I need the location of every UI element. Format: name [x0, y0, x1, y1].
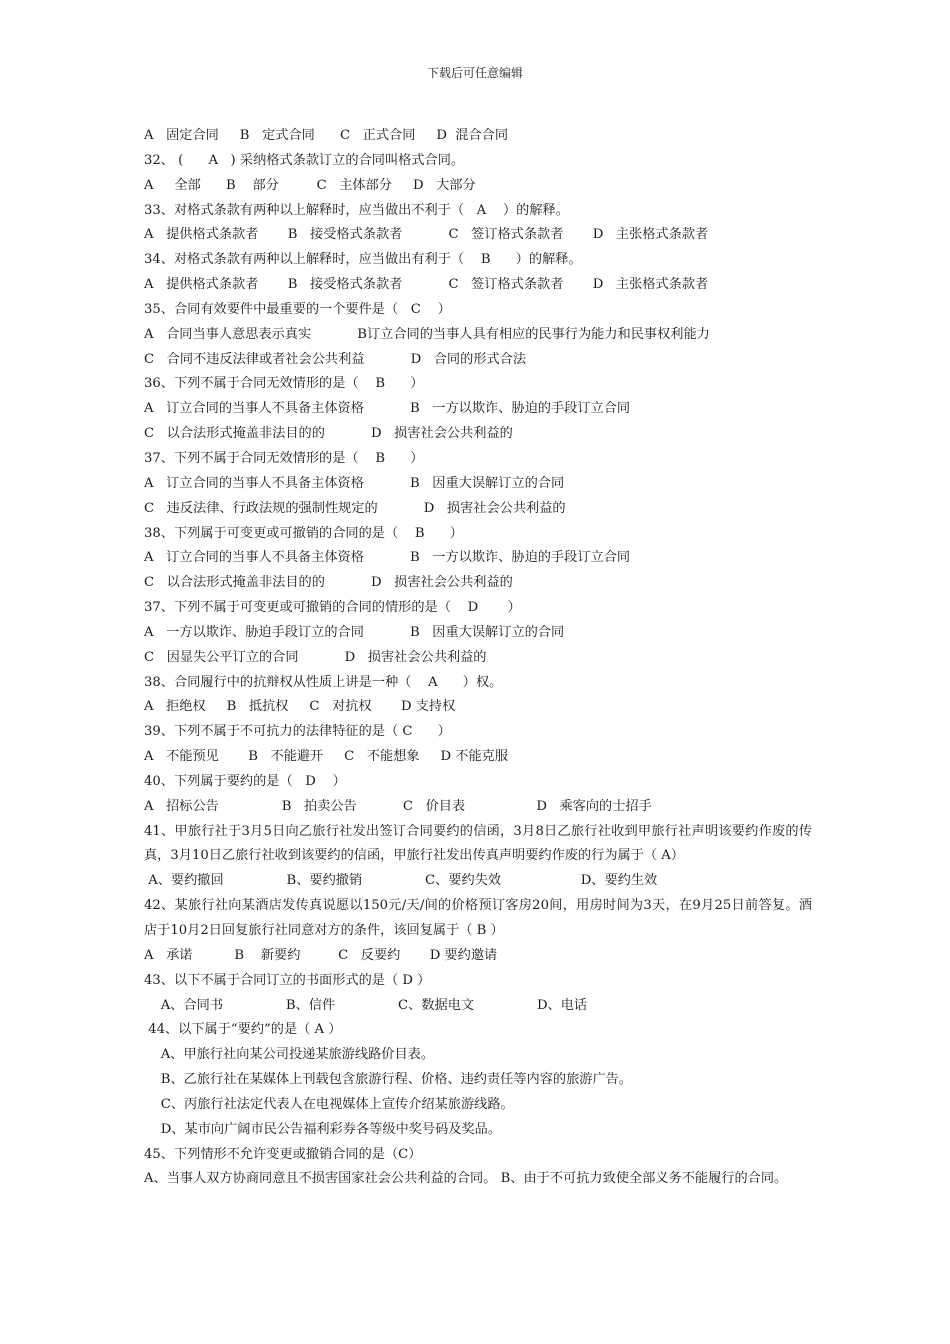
options-35-ab: A 合同当事人意思表示真实 B订立合同的当事人具有相应的民事行为能力和民事权利能力: [144, 326, 710, 342]
options-37-cd: C 违反法律、行政法规的强制性规定的 D 损害社会公共利益的: [144, 500, 566, 516]
question-37: 37、下列不属于合同无效情形的是（ B ）: [144, 450, 424, 466]
options-42: A 承诺 B 新要约 C 反要约 D 要约邀请: [144, 947, 498, 963]
options-36-cd: C 以合法形式掩盖非法目的的 D 损害社会公共利益的: [144, 426, 513, 442]
option-44-b: B、乙旅行社在某媒体上刊载包含旅游行程、价格、违约责任等内容的旅游广告。: [144, 1072, 633, 1088]
options-38-ab: A 订立合同的当事人不具备主体资格 B 一方以欺诈、胁迫的手段订立合同: [144, 550, 631, 566]
options-37b-cd: C 因显失公平订立的合同 D 损害社会公共利益的: [144, 649, 487, 665]
document-body: [144, 124, 812, 1192]
question-45: 45、下列情形不允许变更或撤销合同的是（C）: [144, 1146, 422, 1162]
question-35: 35、合同有效要件中最重要的一个要件是（ C ）: [144, 301, 451, 317]
question-39: 39、下列不属于不可抗力的法律特征的是（ C ）: [144, 724, 451, 740]
option-44-c: C、丙旅行社法定代表人在电视媒体上宣传介绍某旅游线路。: [144, 1096, 514, 1112]
question-33: 33、对格式条款有两种以上解释时，应当做出不利于（ A ）的解释。: [144, 202, 569, 218]
options-43: A、合同书 B、信件 C、数据电文 D、电话: [144, 997, 588, 1013]
question-37b: 37、下列不属于可变更或可撤销的合同的情形的是（ D ）: [144, 600, 521, 616]
option-44-d: D、某市向广阔市民公告福利彩券各等级中奖号码及奖品。: [144, 1121, 502, 1137]
options-39: A 不能预见 B 不能避开 C 不能想象 D 不能克服: [144, 749, 509, 765]
option-44-a: A、甲旅行社向某公司投递某旅游线路价目表。: [144, 1047, 435, 1063]
options-36-ab: A 订立合同的当事人不具备主体资格 B 一方以欺诈、胁迫的手段订立合同: [144, 401, 631, 417]
question-36: 36、下列不属于合同无效情形的是（ B ）: [144, 376, 424, 392]
options-34: A 提供格式条款者 B 接受格式条款者 C 签订格式条款者 D 主张格式条款者: [144, 277, 709, 293]
page-header: 下载后可任意编辑: [426, 66, 523, 80]
question-34: 34、对格式条款有两种以上解释时，应当做出有利于（ B ）的解释。: [144, 252, 582, 268]
options-37-ab: A 订立合同的当事人不具备主体资格 B 因重大误解订立的合同: [144, 475, 565, 491]
question-41: 41、甲旅行社于3月5日向乙旅行社发出签订合同要约的信函，3月8日乙旅行社收到甲旅行社声明该要约作废的传真，3月10日乙旅行社收到该要约的信函，甲旅行社发出传真声明要约作废的行为属于（ A）: [144, 823, 812, 864]
options-32: A 全部 B 部分 C 主体部分 D 大部分: [144, 177, 476, 193]
question-43: 43、以下不属于合同订立的书面形式的是（ D ）: [144, 972, 431, 988]
options-37b-ab: A 一方以欺诈、胁迫手段订立的合同 B 因重大误解订立的合同: [144, 624, 565, 640]
options-45: A、当事人双方协商同意且不损害国家社会公共利益的合同。 B、由于不可抗力致使全部义务不能履行的合同。: [144, 1171, 788, 1187]
text-line: A 固定合同 B 定式合同 C 正式合同 D 混合合同: [144, 128, 509, 143]
options-40: A 招标公告 B 拍卖公告 C 价目表 D 乘客向的士招手: [144, 798, 652, 814]
question-44: 44、以下属于“要约”的是（ A ）: [144, 1022, 342, 1038]
options-38b: A 拒绝权 B 抵抗权 C 对抗权 D 支持权: [144, 699, 456, 715]
question-42: 42、某旅行社向某酒店发传真说愿以150元/天/间的价格预订客房20间，用房时间为3天，在9月25日前答复。酒店于10月2日回复旅行社同意对方的条件，该回复属于（ B ）: [144, 898, 812, 938]
options-38-cd: C 以合法形式掩盖非法目的的 D 损害社会公共利益的: [144, 575, 513, 591]
question-38: 38、下列属于可变更或可撤销的合同的是（ B ）: [144, 525, 463, 541]
question-38b: 38、合同履行中的抗辩权从性质上讲是一种（ A ）权。: [144, 674, 503, 690]
question-32: 32、 ( A ) 采纳格式条款订立的合同叫格式合同。: [144, 152, 465, 168]
options-35-cd: C 合同不违反法律或者社会公共利益 D 合同的形式合法: [144, 351, 527, 367]
question-40: 40、下列属于要约的是（ D ）: [144, 773, 346, 789]
options-41: A、要约撤回 B、要约撤销 C、要约失效 D、要约生效: [144, 873, 658, 889]
options-33: A 提供格式条款者 B 接受格式条款者 C 签订格式条款者 D 主张格式条款者: [144, 227, 709, 243]
